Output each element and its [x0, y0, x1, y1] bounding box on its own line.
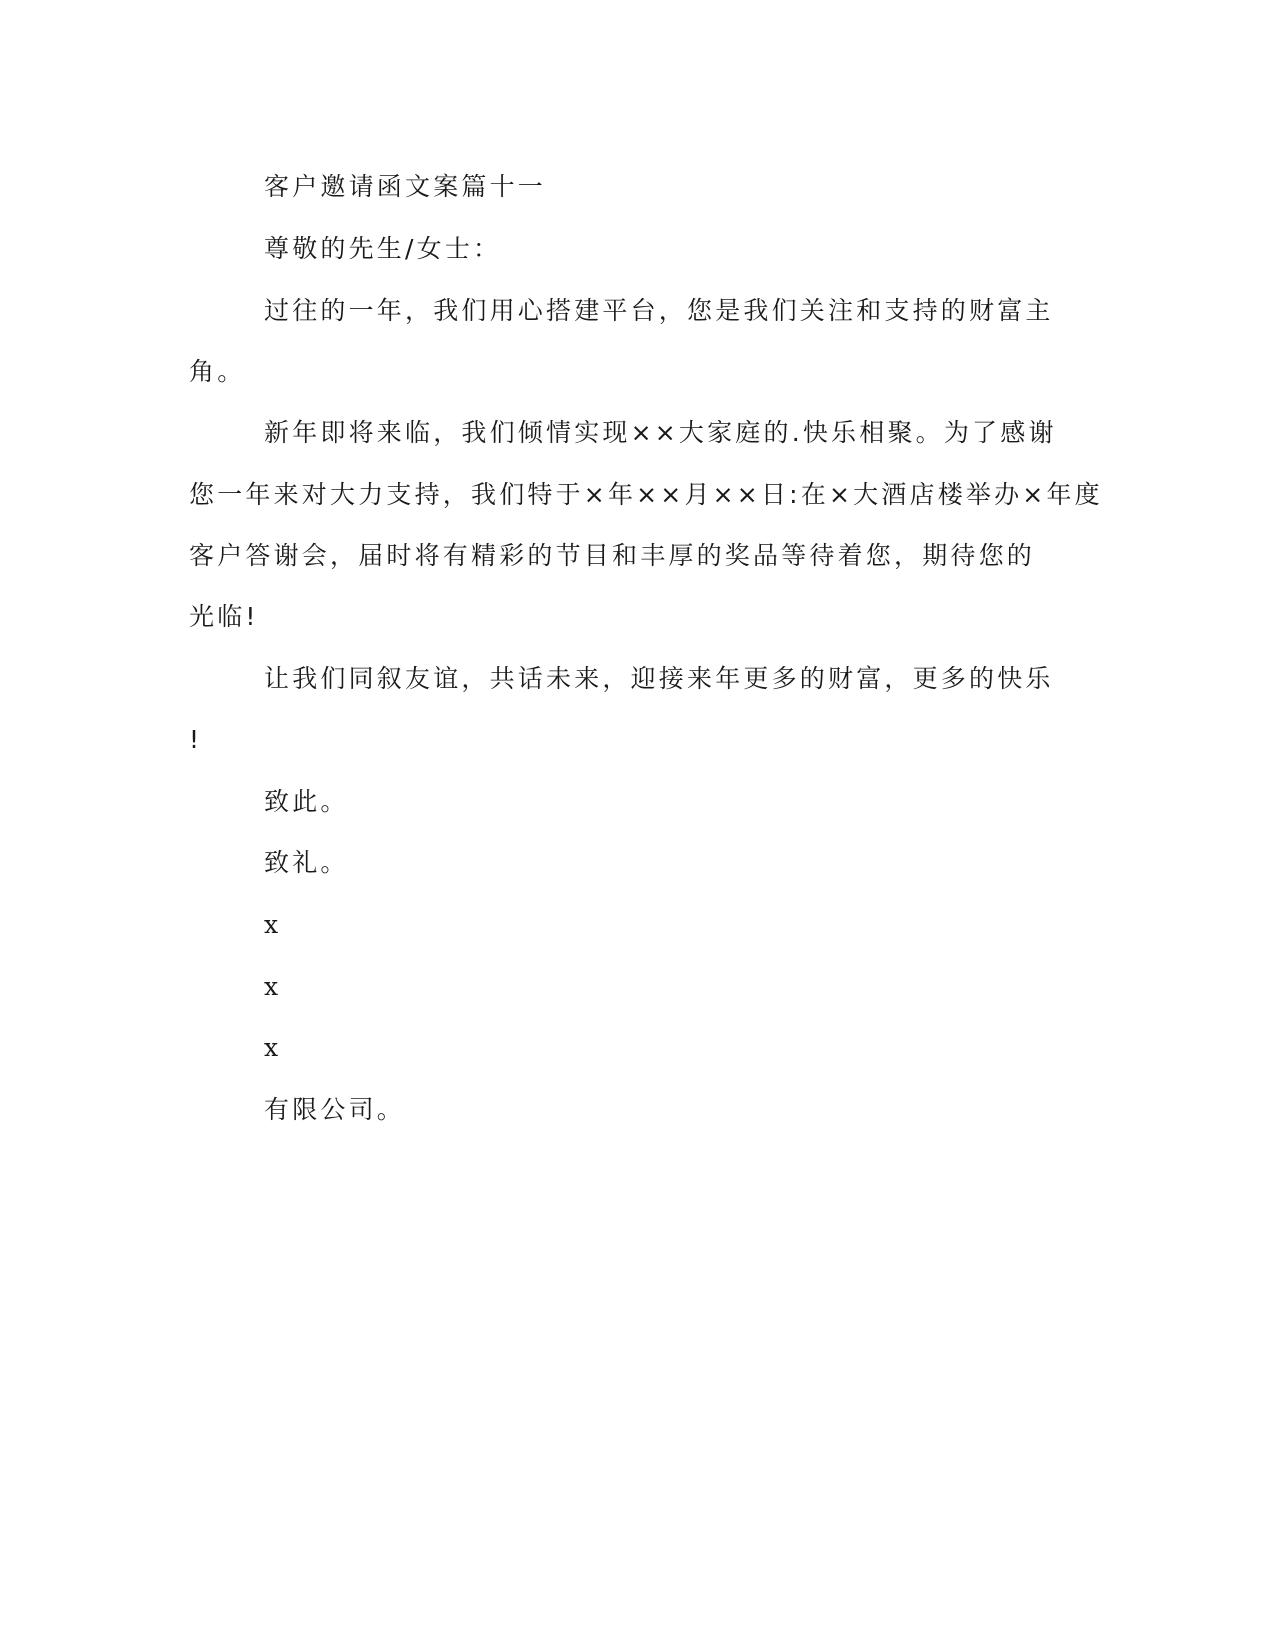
paragraph-2-line-2: 您一年来对大力支持，我们特于×年××月××日:在×大酒店楼举办×年度	[189, 480, 1103, 509]
paragraph-1-line-2: 角。	[189, 357, 246, 386]
paragraph-2-line-1: 新年即将来临，我们倾情实现××大家庭的.快乐相聚。为了感谢	[264, 418, 1057, 447]
paragraph-3-line-2: !	[189, 725, 203, 754]
signature-placeholder-3: x	[264, 1033, 279, 1062]
paragraph-2-line-4: 光临!	[189, 602, 259, 631]
paragraph-3-line-1: 让我们同叙友谊，共话未来，迎接来年更多的财富，更多的快乐	[264, 664, 1054, 693]
paragraph-1-line-1: 过往的一年，我们用心搭建平台，您是我们关注和支持的财富主	[264, 296, 1054, 325]
signature-placeholder-2: x	[264, 972, 279, 1001]
closing-line-2: 致礼。	[264, 848, 349, 877]
company-name: 有限公司。	[264, 1095, 406, 1124]
signature-placeholder-1: x	[264, 910, 279, 939]
closing-line-1: 致此。	[264, 787, 349, 816]
paragraph-2-line-3: 客户答谢会，届时将有精彩的节目和丰厚的奖品等待着您，期待您的	[189, 541, 1036, 570]
salutation: 尊敬的先生/女士：	[264, 234, 502, 263]
document-title: 客户邀请函文案篇十一	[264, 172, 547, 201]
